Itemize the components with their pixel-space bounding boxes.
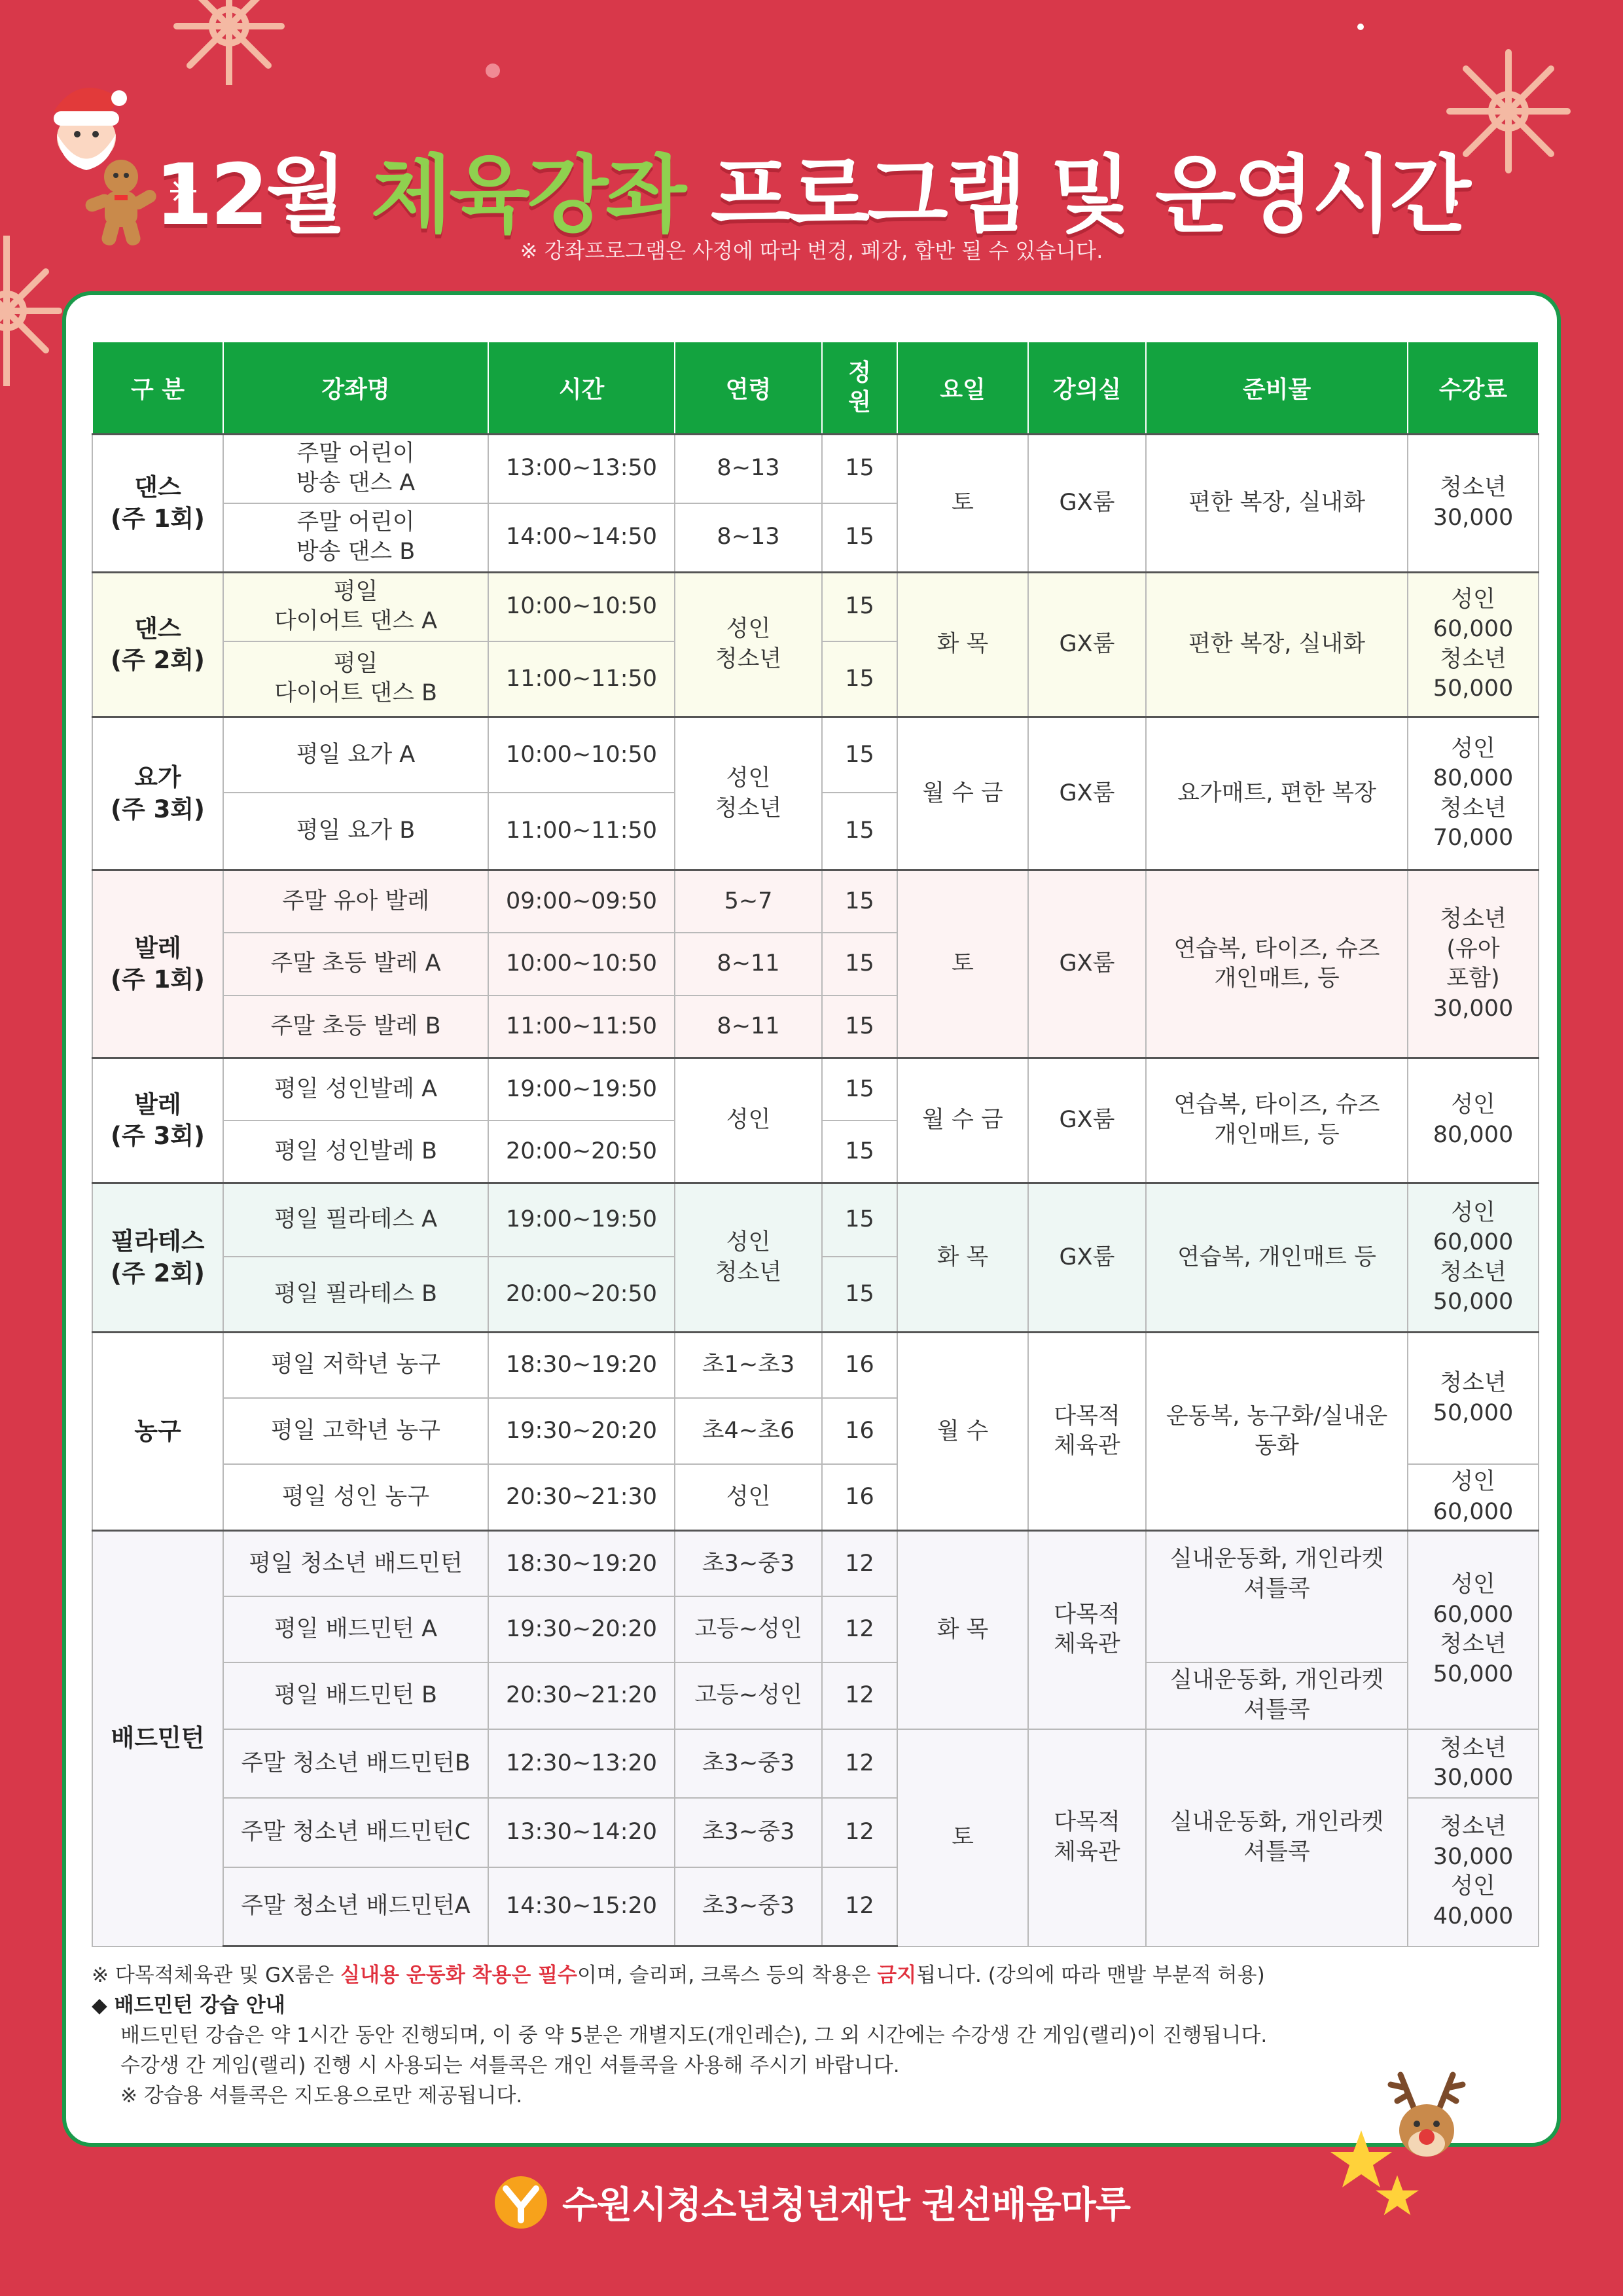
course-cell: 평일 고학년 농구 bbox=[223, 1398, 488, 1464]
age-cell: 고등~성인 bbox=[675, 1596, 822, 1662]
note-shoes: ※ 다목적체육관 및 GX룸은 실내용 운동화 착용은 필수이며, 슬리퍼, 크록스 등의 착용은 금지됩니다. (강의에 따라 맨발 부분적 허용) bbox=[92, 1964, 1265, 1987]
table-row bbox=[92, 1058, 1539, 1121]
table-row bbox=[92, 717, 1539, 793]
age-cell: 8~13 bbox=[675, 503, 822, 573]
organization-name: 수원시청소년청년재단 권선배움마루 bbox=[562, 2184, 1131, 2227]
fee-cell: 청소년 50,000 bbox=[1408, 1333, 1539, 1464]
capacity-cell: 12 bbox=[822, 1662, 897, 1729]
foundation-logo-icon bbox=[493, 2174, 549, 2231]
course-cell: 평일 청소년 배드민턴 bbox=[223, 1531, 488, 1597]
course-cell: 평일 성인발레 B bbox=[223, 1121, 488, 1183]
capacity-cell: 15 bbox=[822, 572, 897, 641]
course-cell: 평일 필라테스 A bbox=[223, 1183, 488, 1257]
time-cell: 19:30~20:20 bbox=[488, 1596, 675, 1662]
table-row bbox=[92, 1183, 1539, 1257]
fee-cell: 성인 60,000 청소년 50,000 bbox=[1408, 1531, 1539, 1729]
course-cell: 주말 청소년 배드민턴B bbox=[223, 1729, 488, 1799]
category-cell: 요가 (주 3회) bbox=[92, 717, 223, 870]
course-cell: 평일 요가 A bbox=[223, 717, 488, 793]
supplies-cell: 연습복, 개인매트 등 bbox=[1146, 1183, 1408, 1332]
capacity-cell: 16 bbox=[822, 1333, 897, 1399]
badminton-guide-line: 배드민턴 강습은 약 1시간 동안 진행되며, 이 중 약 5분은 개별지도(개인레슨), 그 외 시간에는 수강생 간 게임(랠리)이 진행됩니다. bbox=[120, 2024, 1268, 2047]
badminton-guide-line: ※ 강습용 셔틀콕은 지도용으로만 제공됩니다. bbox=[120, 2084, 523, 2108]
time-cell: 11:00~11:50 bbox=[488, 996, 675, 1058]
table-row bbox=[92, 870, 1539, 933]
age-cell: 성인 청소년 bbox=[675, 717, 822, 870]
col-header: 요일 bbox=[897, 342, 1028, 434]
course-cell: 주말 초등 발레 B bbox=[223, 996, 488, 1058]
fee-cell: 청소년 30,000 성인 40,000 bbox=[1408, 1798, 1539, 1946]
fee-cell: 성인 80,000 청소년 70,000 bbox=[1408, 717, 1539, 870]
day-cell: 화 목 bbox=[897, 572, 1028, 717]
fee-cell: 청소년 30,000 bbox=[1408, 434, 1539, 572]
fee-cell: 성인 80,000 bbox=[1408, 1058, 1539, 1183]
day-cell: 화 목 bbox=[897, 1531, 1028, 1729]
badminton-guide-title: ◆ 배드민턴 강습 안내 bbox=[92, 1994, 285, 2017]
age-cell: 성인 bbox=[675, 1464, 822, 1531]
dot-decoration bbox=[1357, 24, 1364, 30]
table-row bbox=[92, 1531, 1539, 1597]
time-cell: 09:00~09:50 bbox=[488, 870, 675, 933]
capacity-cell: 15 bbox=[822, 434, 897, 503]
time-cell: 11:00~11:50 bbox=[488, 793, 675, 870]
time-cell: 19:00~19:50 bbox=[488, 1058, 675, 1121]
capacity-cell: 12 bbox=[822, 1867, 897, 1946]
col-header: 구 분 bbox=[92, 342, 223, 434]
capacity-cell: 12 bbox=[822, 1596, 897, 1662]
col-header: 시간 bbox=[488, 342, 675, 434]
course-cell: 평일 저학년 농구 bbox=[223, 1333, 488, 1399]
age-cell: 5~7 bbox=[675, 870, 822, 933]
col-header: 강좌명 bbox=[223, 342, 488, 434]
course-cell: 주말 청소년 배드민턴C bbox=[223, 1798, 488, 1867]
table-row bbox=[92, 1662, 1539, 1729]
capacity-cell: 15 bbox=[822, 996, 897, 1058]
age-cell: 8~11 bbox=[675, 933, 822, 996]
age-cell: 초3~중3 bbox=[675, 1867, 822, 1946]
capacity-cell: 16 bbox=[822, 1398, 897, 1464]
time-cell: 20:30~21:30 bbox=[488, 1464, 675, 1531]
supplies-cell: 운동복, 농구화/실내운 동화 bbox=[1146, 1333, 1408, 1531]
age-cell: 초3~중3 bbox=[675, 1531, 822, 1597]
col-header: 준비물 bbox=[1146, 342, 1408, 434]
capacity-cell: 12 bbox=[822, 1798, 897, 1867]
fee-cell: 성인 60,000 청소년 50,000 bbox=[1408, 1183, 1539, 1332]
col-header: 강의실 bbox=[1028, 342, 1146, 434]
snowflake-icon bbox=[157, 0, 301, 85]
notes bbox=[92, 1960, 1466, 2111]
footer bbox=[0, 2170, 1623, 2235]
time-cell: 13:30~14:20 bbox=[488, 1798, 675, 1867]
age-cell: 초1~초3 bbox=[675, 1333, 822, 1399]
age-cell: 초3~중3 bbox=[675, 1798, 822, 1867]
category-cell: 발레 (주 1회) bbox=[92, 870, 223, 1058]
room-cell: 다목적 체육관 bbox=[1028, 1729, 1146, 1946]
day-cell: 월 수 bbox=[897, 1333, 1028, 1531]
supplies-cell: 편한 복장, 실내화 bbox=[1146, 434, 1408, 572]
title-accent: 체육강좌 bbox=[370, 147, 685, 244]
time-cell: 20:30~21:20 bbox=[488, 1662, 675, 1729]
badminton-guide-line: 수강생 간 게임(랠리) 진행 시 사용되는 셔틀콕은 개인 셔틀콕을 사용해 주시기 바랍니다. bbox=[120, 2054, 900, 2077]
time-cell: 19:00~19:50 bbox=[488, 1183, 675, 1257]
day-cell: 월 수 금 bbox=[897, 717, 1028, 870]
fee-cell: 청소년 (유아 포함) 30,000 bbox=[1408, 870, 1539, 1058]
course-cell: 주말 청소년 배드민턴A bbox=[223, 1867, 488, 1946]
time-cell: 14:30~15:20 bbox=[488, 1867, 675, 1946]
fee-cell: 청소년 30,000 bbox=[1408, 1729, 1539, 1799]
supplies-cell: 실내운동화, 개인라켓 셔틀콕 bbox=[1146, 1729, 1408, 1946]
time-cell: 14:00~14:50 bbox=[488, 503, 675, 573]
capacity-cell: 12 bbox=[822, 1729, 897, 1799]
capacity-cell: 12 bbox=[822, 1531, 897, 1597]
page-title: 12월 체육강좌 프로그램 및 운영시간 bbox=[154, 147, 1469, 244]
category-cell: 농구 bbox=[92, 1333, 223, 1531]
time-cell: 13:00~13:50 bbox=[488, 434, 675, 503]
age-cell: 8~13 bbox=[675, 434, 822, 503]
supplies-cell: 실내운동화, 개인라켓 셔틀콕 bbox=[1146, 1662, 1408, 1729]
course-cell: 주말 어린이 방송 댄스 A bbox=[223, 434, 488, 503]
category-cell: 배드민턴 bbox=[92, 1531, 223, 1946]
course-cell: 평일 배드민턴 A bbox=[223, 1596, 488, 1662]
fee-cell: 성인 60,000 bbox=[1408, 1464, 1539, 1531]
supplies-cell: 요가매트, 편한 복장 bbox=[1146, 717, 1408, 870]
fee-cell: 성인 60,000 청소년 50,000 bbox=[1408, 572, 1539, 717]
course-cell: 주말 초등 발레 A bbox=[223, 933, 488, 996]
category-cell: 댄스 (주 2회) bbox=[92, 572, 223, 717]
room-cell: GX룸 bbox=[1028, 870, 1146, 1058]
capacity-cell: 15 bbox=[822, 1058, 897, 1121]
age-cell: 성인 bbox=[675, 1058, 822, 1183]
day-cell: 월 수 금 bbox=[897, 1058, 1028, 1183]
day-cell: 토 bbox=[897, 434, 1028, 572]
course-cell: 주말 유아 발레 bbox=[223, 870, 488, 933]
capacity-cell: 15 bbox=[822, 641, 897, 717]
supplies-cell: 연습복, 타이즈, 슈즈 개인매트, 등 bbox=[1146, 1058, 1408, 1183]
supplies-cell: 연습복, 타이즈, 슈즈 개인매트, 등 bbox=[1146, 870, 1408, 1058]
course-cell: 평일 요가 B bbox=[223, 793, 488, 870]
course-cell: 평일 성인 농구 bbox=[223, 1464, 488, 1531]
age-cell: 성인 청소년 bbox=[675, 1183, 822, 1332]
col-header: 정 원 bbox=[822, 342, 897, 434]
subtitle: ※ 강좌프로그램은 사정에 따라 변경, 폐강, 합반 될 수 있습니다. bbox=[520, 238, 1103, 263]
capacity-cell: 15 bbox=[822, 717, 897, 793]
time-cell: 19:30~20:20 bbox=[488, 1398, 675, 1464]
capacity-cell: 15 bbox=[822, 1183, 897, 1257]
category-cell: 발레 (주 3회) bbox=[92, 1058, 223, 1183]
time-cell: 10:00~10:50 bbox=[488, 717, 675, 793]
capacity-cell: 15 bbox=[822, 870, 897, 933]
time-cell: 18:30~19:20 bbox=[488, 1531, 675, 1597]
course-cell: 평일 필라테스 B bbox=[223, 1257, 488, 1333]
capacity-cell: 16 bbox=[822, 1464, 897, 1531]
day-cell: 화 목 bbox=[897, 1183, 1028, 1332]
course-cell: 평일 배드민턴 B bbox=[223, 1662, 488, 1729]
table-row bbox=[92, 434, 1539, 503]
col-header: 수강료 bbox=[1408, 342, 1539, 434]
age-cell: 성인 청소년 bbox=[675, 572, 822, 717]
time-cell: 11:00~11:50 bbox=[488, 641, 675, 717]
room-cell: GX룸 bbox=[1028, 434, 1146, 572]
age-cell: 초4~초6 bbox=[675, 1398, 822, 1464]
room-cell: GX룸 bbox=[1028, 717, 1146, 870]
time-cell: 20:00~20:50 bbox=[488, 1257, 675, 1333]
age-cell: 8~11 bbox=[675, 996, 822, 1058]
category-cell: 댄스 (주 1회) bbox=[92, 434, 223, 572]
age-cell: 초3~중3 bbox=[675, 1729, 822, 1799]
capacity-cell: 15 bbox=[822, 503, 897, 573]
room-cell: GX룸 bbox=[1028, 572, 1146, 717]
time-cell: 20:00~20:50 bbox=[488, 1121, 675, 1183]
time-cell: 18:30~19:20 bbox=[488, 1333, 675, 1399]
capacity-cell: 15 bbox=[822, 933, 897, 996]
schedule-table bbox=[92, 342, 1539, 1947]
capacity-cell: 15 bbox=[822, 1121, 897, 1183]
room-cell: 다목적 체육관 bbox=[1028, 1333, 1146, 1531]
course-cell: 평일 다이어트 댄스 B bbox=[223, 641, 488, 717]
dot-decoration bbox=[486, 63, 500, 78]
day-cell: 토 bbox=[897, 1729, 1028, 1946]
category-cell: 필라테스 (주 2회) bbox=[92, 1183, 223, 1332]
time-cell: 12:30~13:20 bbox=[488, 1729, 675, 1799]
supplies-cell: 편한 복장, 실내화 bbox=[1146, 572, 1408, 717]
course-cell: 주말 어린이 방송 댄스 B bbox=[223, 503, 488, 573]
table-row bbox=[92, 1333, 1539, 1399]
supplies-cell: 실내운동화, 개인라켓 셔틀콕 bbox=[1146, 1531, 1408, 1662]
day-cell: 토 bbox=[897, 870, 1028, 1058]
col-header: 연령 bbox=[675, 342, 822, 434]
room-cell: GX룸 bbox=[1028, 1183, 1146, 1332]
capacity-cell: 15 bbox=[822, 1257, 897, 1333]
age-cell: 고등~성인 bbox=[675, 1662, 822, 1729]
table-row bbox=[92, 1729, 1539, 1799]
course-cell: 평일 성인발레 A bbox=[223, 1058, 488, 1121]
room-cell: 다목적 체육관 bbox=[1028, 1531, 1146, 1729]
room-cell: GX룸 bbox=[1028, 1058, 1146, 1183]
table-header-row bbox=[92, 342, 1539, 434]
capacity-cell: 15 bbox=[822, 793, 897, 870]
table-row bbox=[92, 572, 1539, 641]
time-cell: 10:00~10:50 bbox=[488, 933, 675, 996]
course-cell: 평일 다이어트 댄스 A bbox=[223, 572, 488, 641]
time-cell: 10:00~10:50 bbox=[488, 572, 675, 641]
